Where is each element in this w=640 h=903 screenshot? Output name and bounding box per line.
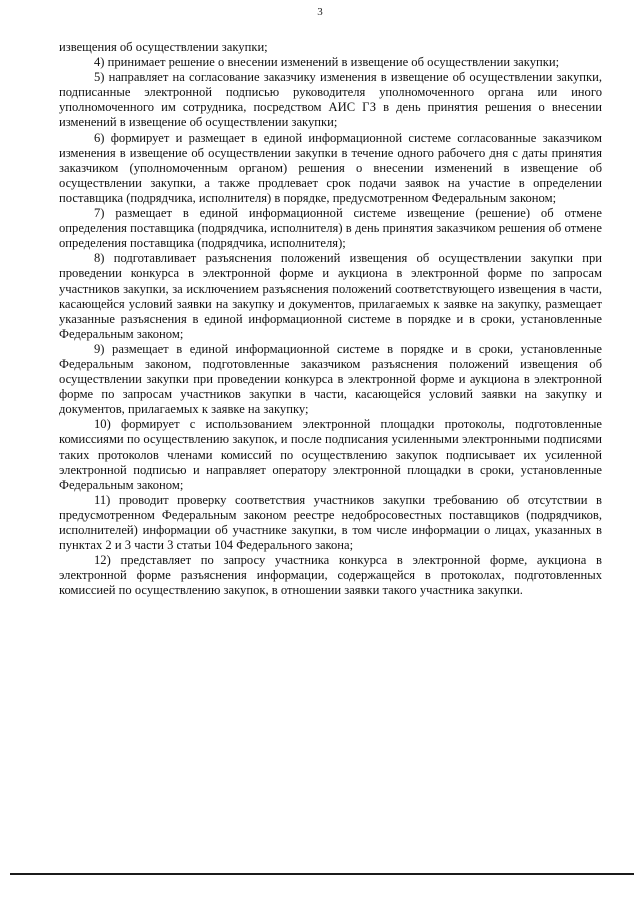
paragraph-item-7: 7) размещает в единой информационной системе извещение (решение) об отмене определения поставщика (подрядчика, исполнителя) в день принятия заказчиком решения об отмене определения поставщика (подрядчика, исполнителя); [59,206,602,251]
paragraph-continuation: извещения об осуществлении закупки; [59,40,268,54]
page-bottom-rule [10,873,634,875]
paragraph-item-9: 9) размещает в единой информационной системе в порядке и в сроки, установленные Федеральным законом, подготовленные заказчиком разъяснения положений извещения об осуществлении закупки при проведении конкурса в электронной форме и аукциона в электронной форме по запросам участников закупки в части, касающейся условий заявки на закупку и документов, прилагаемых к заявке на закупку; [59,341,602,417]
paragraph-item-11: 11) проводит проверку соответствия участников закупки требованию об отсутствии в предусмотренном Федеральным законом реестре недобросовестных поставщиков (подрядчиков, исполнителей) информации об участнике закупки, в том числе информации о лицах, указанных в пунктах 2 и 3 части 3 статьи 104 Федерального закона; [59,492,602,553]
paragraph-item-4: 4) принимает решение о внесении изменений в извещение об осуществлении закупки; [94,55,560,70]
paragraph-item-5: 5) направляет на согласование заказчику изменения в извещение об осуществлении закупки, подписанные электронной подписью руководителя уполномоченного органа или иного уполномоченного им сотрудника, посредством АИС ГЗ в день принятия решения о внесении изменений в извещение об осуществлении закупки; [59,70,602,130]
page-number: 3 [317,6,323,18]
paragraph-item-10: 10) формирует с использованием электронной площадки протоколы, подготовленные комиссиями по осуществлению закупок, и после подписания усиленными электронными подписями таких протоколов членами комиссий по осуществлению закупок подписывает их усиленной электронной подписью и направляет оператору электронной площадки в сроки, установленные Федеральным законом; [59,417,602,492]
paragraph-item-12: 12) представляет по запросу участника конкурса в электронной форме, аукциона в электронной форме разъяснения информации, содержащейся в протоколах, подготовленных комиссией по осуществлению закупок, в отношении заявки такого участника закупки. [59,553,602,598]
paragraph-item-8: 8) подготавливает разъяснения положений извещения об осуществлении закупки при проведении конкурса в электронной форме и аукциона в электронной форме по запросам участников закупки, за исключением разъяснения положений соответствующего извещения в части, касающейся условий заявки на закупку и документов, прилагаемых к заявке на закупку, размещает указанные разъяснения в единой информационной системе в порядке и в сроки, установленные Федеральным законом; [59,251,602,341]
paragraph-item-6: 6) формирует и размещает в единой информационной системе согласованные заказчиком изменения в извещение об осуществлении закупки в течение одного рабочего дня с даты принятия заказчиком (уполномоченным органом) решения о внесении изменений в извещение об осуществлении закупки, а также продлевает срок подачи заявок на участие в определении поставщика (подрядчика, исполнителя) в порядке, предусмотренном Федеральным законом; [59,130,602,205]
document-body [59,40,602,598]
